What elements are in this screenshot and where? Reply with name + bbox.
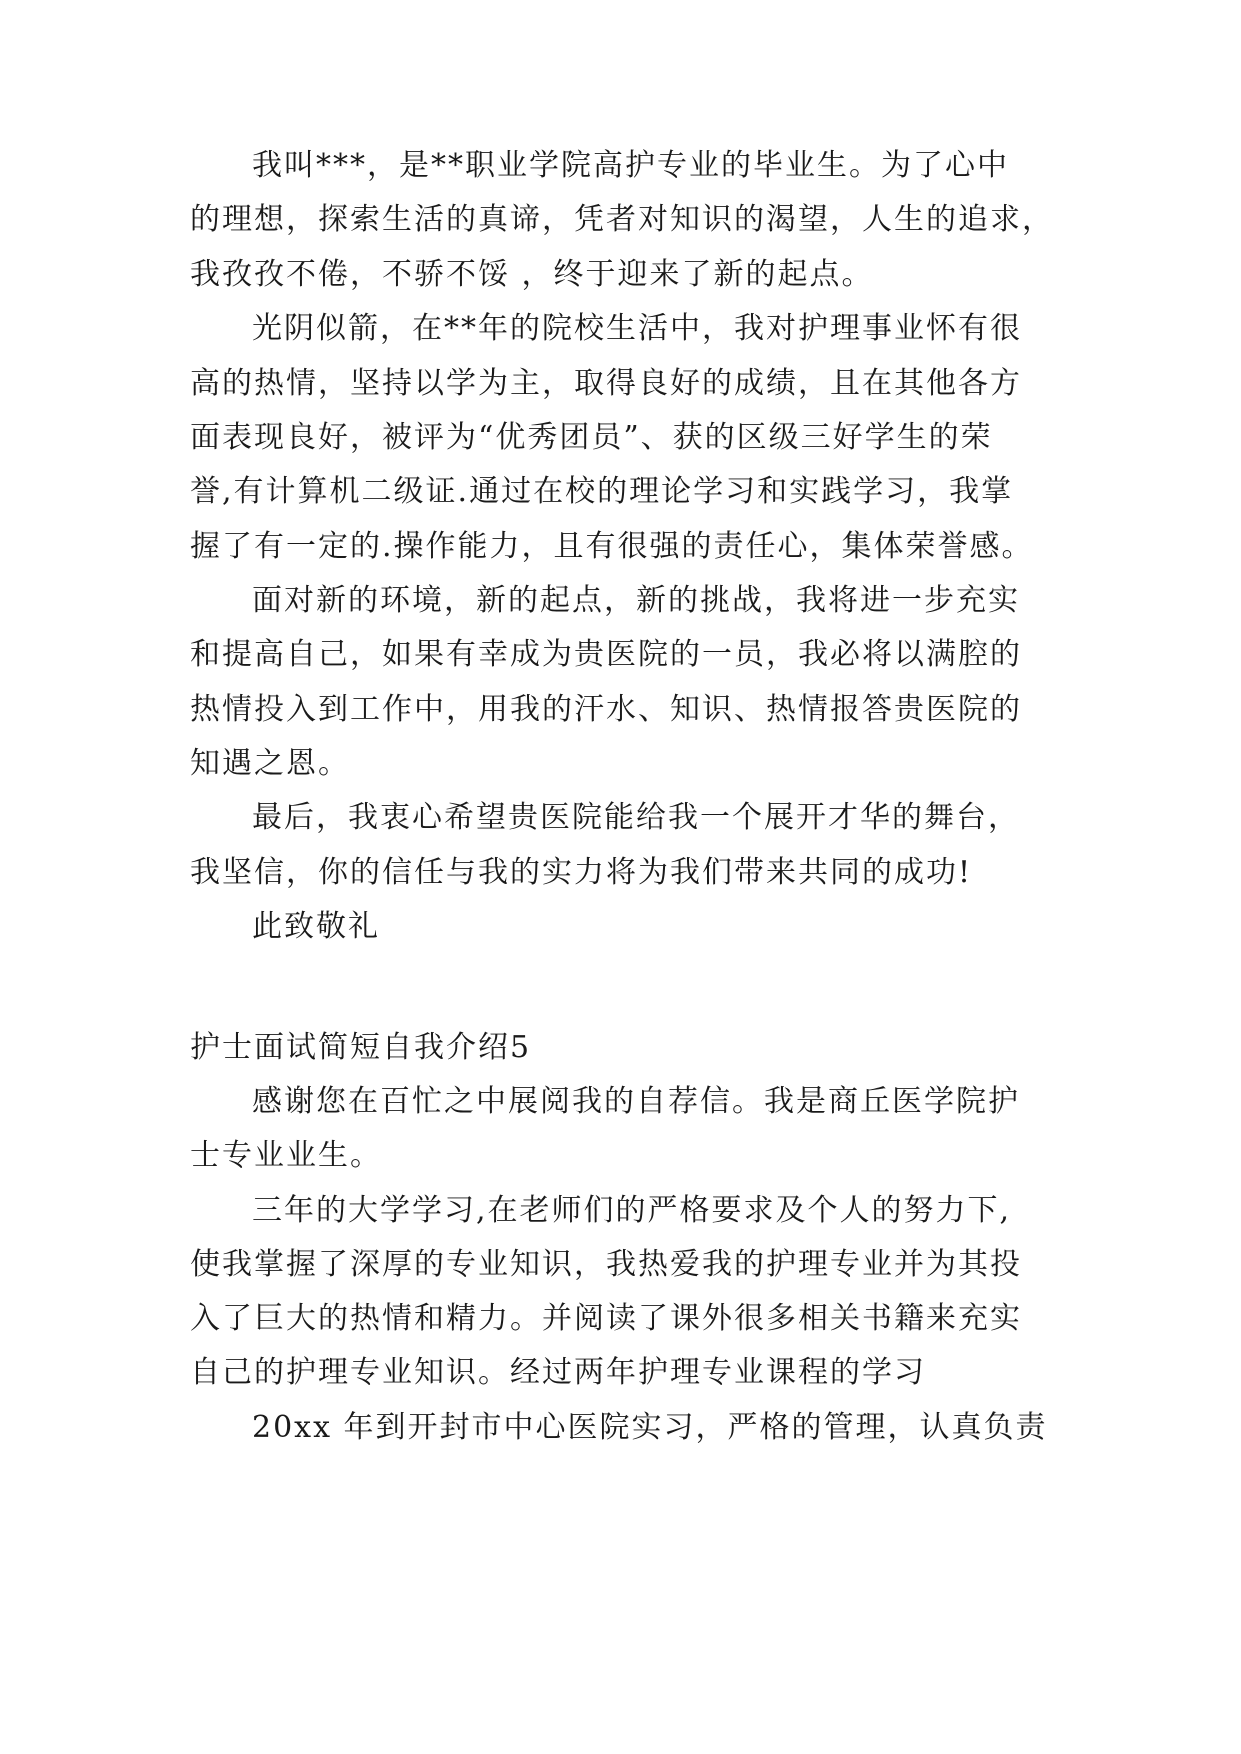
paragraph-line: 面对新的环境，新的起点，新的挑战，我将进一步充实 — [252, 583, 1020, 618]
closing-line: 此致敬礼 — [252, 909, 380, 944]
paragraph-line: 面表现良好，被评为“优秀团员”、获的区级三好学生的荣 — [190, 420, 993, 455]
paragraph-line: 和提高自己，如果有幸成为贵医院的一员，我必将以满腔的 — [190, 637, 1022, 672]
paragraph-line: 握了有一定的.操作能力，且有很强的责任心，集体荣誉感。 — [190, 529, 1034, 564]
paragraph-line: 的理想，探索生活的真谛，凭者对知识的渴望，人生的追求， — [190, 202, 1054, 237]
paragraph-line: 20xx 年到开封市中心医院实习，严格的管理，认真负责 — [252, 1410, 1048, 1445]
paragraph-line: 我孜孜不倦，不骄不馁 ，终于迎来了新的起点。 — [190, 257, 874, 292]
paragraph-line: 高的热情，坚持以学为主，取得良好的成绩，且在其他各方 — [190, 366, 1022, 401]
paragraph-line: 我叫***，是**职业学院高护专业的毕业生。为了心中 — [252, 148, 1009, 183]
paragraph-line: 知遇之恩。 — [190, 746, 350, 781]
paragraph-line: 三年的大学学习,在老师们的严格要求及个人的努力下, — [252, 1193, 1012, 1228]
paragraph-line: 士专业业生。 — [190, 1138, 382, 1173]
paragraph-line: 光阴似箭，在**年的院校生活中，我对护理事业怀有很 — [252, 311, 1022, 346]
paragraph-line: 自己的护理专业知识。经过两年护理专业课程的学习 — [190, 1355, 926, 1390]
paragraph-line: 热情投入到工作中，用我的汗水、知识、热情报答贵医院的 — [190, 692, 1022, 727]
paragraph-line: 我坚信，你的信任与我的实力将为我们带来共同的成功! — [190, 855, 973, 890]
paragraph-line: 最后，我衷心希望贵医院能给我一个展开才华的舞台， — [252, 800, 1020, 835]
paragraph-line: 使我掌握了深厚的专业知识，我热爱我的护理专业并为其投 — [190, 1247, 1022, 1282]
paragraph-line: 入了巨大的热情和精力。并阅读了课外很多相关书籍来充实 — [190, 1301, 1022, 1336]
paragraph-line: 感谢您在百忙之中展阅我的自荐信。我是商丘医学院护 — [252, 1084, 1020, 1119]
paragraph-line: 誉,有计算机二级证.通过在校的理论学习和实践学习，我掌 — [190, 474, 1014, 509]
section-title: 护士面试简短自我介绍5 — [190, 1030, 532, 1065]
